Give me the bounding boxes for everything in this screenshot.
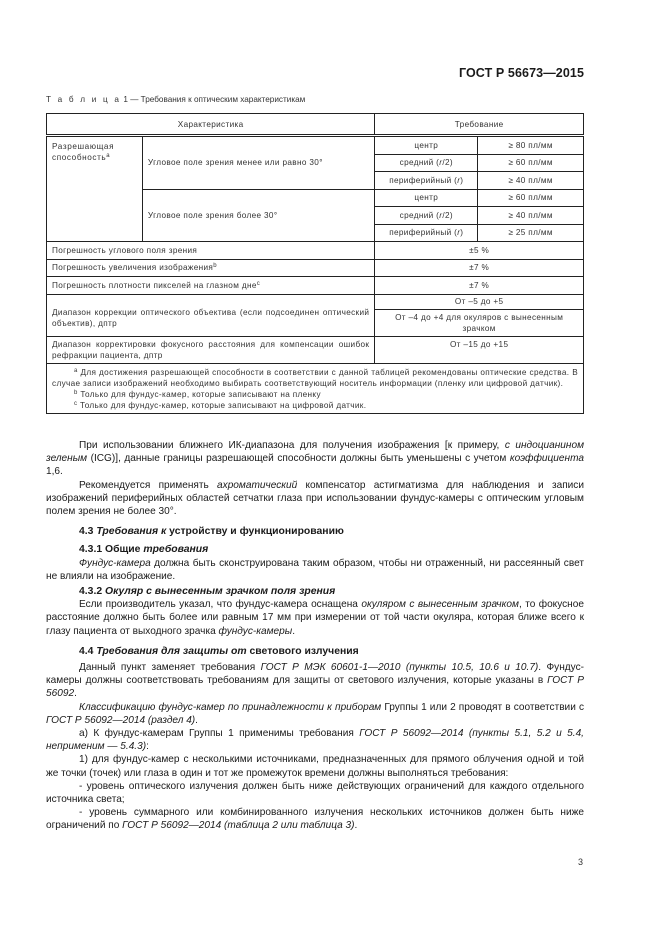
optical-requirements-table: [46, 113, 584, 414]
zone-cell: периферийный (r): [375, 172, 478, 190]
table-row: [47, 136, 584, 155]
radius-symbol: r: [457, 228, 461, 238]
table-row: [47, 277, 584, 295]
row-value-cell: ±7 %: [375, 277, 584, 295]
value-cell: ≥ 40 пл/мм: [478, 207, 584, 225]
section-heading-4-3: 4.3 Требования к устройству и функционированию: [79, 526, 344, 538]
paragraph-achromatic: Рекомендуется применять ахроматический компенсатор астигматизма для наблюдения и записи изображений периферийных областей сетчатки глаза при использовании фундус-камеры с оптическим угловым полем зрения не более 30°.: [46, 479, 584, 518]
footnote-a: [52, 367, 578, 389]
table-caption-title: Требования к оптическим характеристикам: [140, 95, 306, 104]
paragraph-replaces: Данный пункт заменяет требования ГОСТ Р МЭК 60601-1—2010 (пункты 10.5, 10.6 и 10.7). Фундус-камеры должны соответствовать требованиям для защиты от светового излучения, которые указаны в ГОСТ Р 56092.: [46, 662, 584, 700]
radius-symbol: r: [457, 175, 461, 185]
column-header-characteristic: Характеристика: [47, 114, 375, 136]
value-cell: ≥ 25 пл/мм: [478, 224, 584, 242]
footnote-text: Для достижения разрешающей способности в соответствии с данной таблицей рекомендованы оптические средства. В случае записи изображений необходимо выбирать соответствующий носитель информации (пленку или цифровой датчик).: [52, 367, 579, 388]
footnote-ref-b: b: [213, 263, 217, 270]
value-cell: ≥ 60 пл/мм: [478, 154, 584, 172]
group-label-cell: Угловое поле зрения более 30°: [142, 189, 374, 242]
row-value-cell: ±7 %: [375, 259, 584, 277]
table-row: [47, 336, 584, 363]
paragraph-classification: Классификацию фундус-камер по принадлежности к приборам Группы 1 или 2 проводят в соответствии с ГОСТ Р 56092—2014 (раздел 4).: [46, 701, 584, 726]
zone-cell: центр: [375, 136, 478, 155]
table-header-row: [47, 114, 584, 136]
document-id: ГОСТ Р 56673—2015: [458, 66, 584, 80]
lens-range-value-2: От –4 до +4 для окуляров с вынесенным зрачком: [375, 309, 584, 336]
paragraph-general: Фундус-камера должна быть сконструирована таким образом, чтобы ни отраженный, ни рассеянный свет не влияли на изображение.: [46, 557, 584, 582]
value-cell: ≥ 80 пл/мм: [478, 136, 584, 155]
zone-cell: центр: [375, 189, 478, 207]
footnotes-row: [47, 363, 584, 413]
table-caption-number: 1 —: [121, 95, 141, 104]
body-text: [46, 439, 584, 833]
table-caption-prefix: Т а б л и ц а: [46, 95, 122, 104]
footnote-b: [52, 389, 578, 400]
table-caption: [46, 95, 305, 104]
column-header-requirement: Требование: [375, 114, 584, 136]
section-heading-4-3-1: 4.3.1 Общие требования: [79, 544, 209, 556]
section-heading-4-3-2: 4.3.2 Окуляр с вынесенным зрачком поля зрения: [79, 586, 336, 598]
footnote-ref-a: a: [106, 153, 111, 159]
list-item-single-source: - уровень оптического излучения должен быть ниже действующих ограничений для каждого отдельного источника света;: [46, 780, 584, 806]
lens-range-value-1: От –5 до +5: [375, 294, 584, 309]
footnote-text: Только для фундус-камер, которые записывают на цифровой датчик.: [79, 400, 367, 410]
page-number: 3: [578, 857, 584, 867]
value-cell: ≥ 60 пл/мм: [478, 189, 584, 207]
table-row: [47, 294, 584, 309]
paragraph-multiple-sources: 1) для фундус-камер с несколькими источниками, предназначенных для прямого облучения одной и той же точки (точек) или глаза в один и тот же промежуток времени должны выполняться требования:: [46, 754, 584, 779]
table-row: [47, 259, 584, 277]
row-label: Погрешность углового поля зрения: [52, 245, 198, 255]
footnote-mark: b: [74, 389, 78, 396]
paragraph-nir: При использовании ближнего ИК-диапазона для получения изображения [к примеру, с индоцианином зеленым (ICG)], данные границы разрешающей способности должны быть уменьшены с учетом коэффициента 1,6.: [46, 440, 585, 478]
group-label-cell: Угловое поле зрения менее или равно 30°: [142, 136, 374, 190]
row-label-cell: [47, 259, 375, 277]
focus-range-value: От –15 до +15: [375, 336, 584, 363]
lens-range-label: Диапазон коррекции оптического объектива (если подсоединен оптический объектив), дптр: [47, 294, 375, 336]
radius-symbol: r: [439, 158, 443, 168]
zone-cell: средний (r/2): [375, 154, 478, 172]
paragraph-eyepiece: Если производитель указал, что фундус-камера оснащена окуляром с вынесенным зрачком, то фокусное расстояние должно быть более или равным 17 мм при измерении от той части окуляра, которая ближе всего к глазу пациента от выходного зрачка фундус-камеры.: [46, 599, 584, 637]
resolution-label: Разрешающая способность: [52, 142, 115, 162]
footnote-text: Только для фундус-камер, которые записывают на пленку: [80, 389, 321, 399]
section-heading-4-4: 4.4 Требования для защиты от светового излучения: [79, 645, 359, 657]
radius-symbol: r: [439, 210, 443, 220]
paragraph-group1: а) К фундус-камерам Группы 1 применимы требования ГОСТ Р 56092—2014 (пункты 5.1, 5.2 и 5.4, неприменим — 5.4.3):: [46, 728, 584, 753]
list-item-combined: - уровень суммарного или комбинированного излучения нескольких источников должен быть ниже ограничений по ГОСТ Р 56092—2014 (таблица 2 или таблица 3).: [46, 807, 584, 832]
row-label-cell: [47, 242, 375, 260]
focus-range-label: Диапазон корректировки фокусного расстояния для компенсации ошибок рефракции пациента, дптр: [47, 336, 375, 363]
footnotes-cell: [47, 363, 584, 413]
row-label: Погрешность плотности пикселей на глазном дне: [52, 280, 257, 290]
footnote-ref-c: c: [256, 280, 261, 287]
footnote-mark: c: [74, 400, 78, 407]
footnote-c: [52, 400, 578, 411]
table-row: [47, 242, 584, 260]
row-value-cell: ±5 %: [375, 242, 584, 260]
value-cell: ≥ 40 пл/мм: [478, 172, 584, 190]
footnote-mark: a: [74, 367, 78, 374]
zone-cell: периферийный (r): [375, 224, 478, 242]
zone-cell: средний (r/2): [375, 207, 478, 225]
resolution-label-cell: [47, 136, 143, 242]
row-label: Погрешность увеличения изображения: [52, 263, 214, 273]
row-label-cell: [47, 277, 375, 295]
